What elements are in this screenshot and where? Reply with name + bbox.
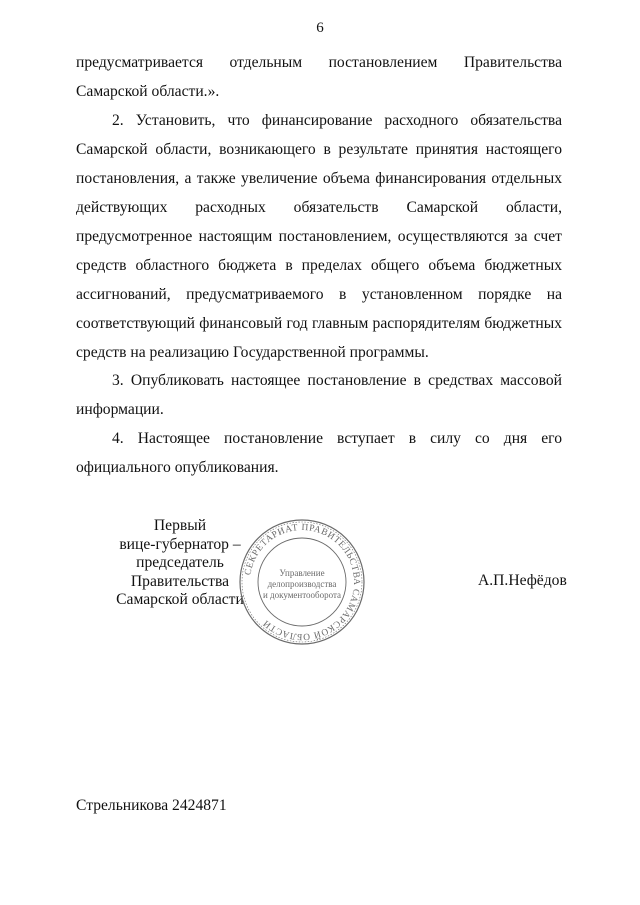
page-number: 6: [316, 20, 324, 36]
paragraph-4: [76, 424, 562, 482]
paragraph-3-text: 3. Опубликовать настоящее постановление в средствах массовой информации.: [76, 372, 562, 418]
signatory-title-line-1: Первый: [153, 517, 207, 534]
paragraph-intro: [76, 48, 562, 106]
signatory-title-line-2: вице-губернатор –: [119, 535, 241, 553]
signatory-title-line-4: Самарской области: [116, 591, 244, 608]
stamp-ring-text: СЕКРЕТАРИАТ ПРАВИТЕЛЬСТВА САМАРСКОЙ ОБЛАСТИ: [243, 522, 362, 642]
paragraph-2-text: 2. Установить, что финансирование расходного обязательства Самарской области, возникающего в результате принятия настоящего постановления, а также увеличение объема финансирования отдельных действующих расходных обязательств Самарской области, предусмотренное настоящим постановлением, осуществляются за счет средств областного бюджета в пределах общего объема бюджетных ассигнований, предусматриваемого в установленном порядке на соответствующий финансовый год главным распорядителям бюджетных средств на реализацию Государственной программы.: [76, 112, 562, 361]
paragraph-4-text: 4. Настоящее постановление вступает в силу со дня его официального опубликования.: [76, 430, 562, 476]
paragraph-2: [76, 106, 562, 367]
signatory-title-line-3: председатель Правительства: [130, 554, 230, 590]
signatory-name: А.П.Нефёдов: [478, 572, 567, 589]
stamp-inner-line-1: Управление: [279, 568, 325, 578]
paragraph-3: [76, 366, 562, 424]
official-seal-stamp: [238, 518, 366, 646]
executor-contact: Стрельникова 2424871: [76, 797, 227, 814]
stamp-inner-line-3: и документооборота: [262, 590, 342, 600]
paragraph-intro-text: предусматривается отдельным постановлением Правительства Самарской области.».: [76, 54, 562, 100]
stamp-inner-line-2: делопроизводства: [267, 579, 337, 589]
